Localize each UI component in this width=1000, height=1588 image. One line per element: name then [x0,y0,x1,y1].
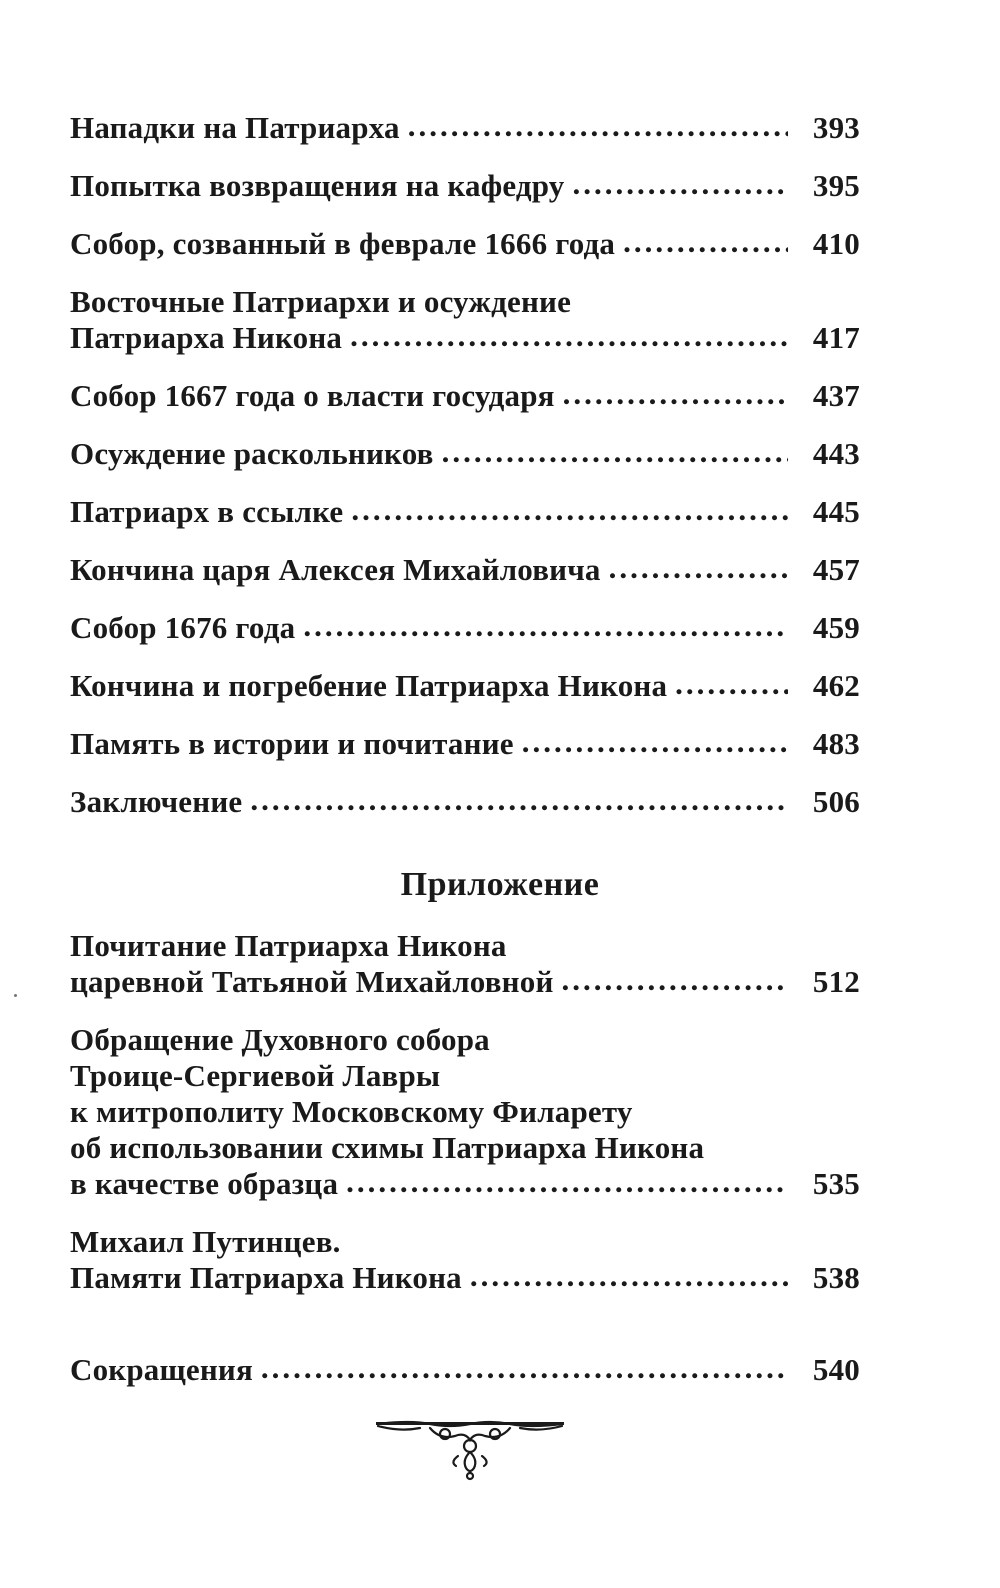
print-speck [14,994,17,997]
toc-entry-row [70,226,860,262]
toc-entry-title-line: Обращение Духовного собора [70,1022,490,1057]
toc-entry-title-line: Михаил Путинцев. [70,1224,341,1259]
toc-page-number: 538 [812,1260,860,1295]
toc-entry [70,1352,860,1388]
toc-entry-title-line: Почитание Патриарха Никона [70,928,507,963]
toc-entry-row [70,494,860,530]
toc-entry-title-line: Память в истории и почитание [70,726,514,761]
dot-leader [609,550,788,586]
toc-page-number: 540 [812,1352,860,1387]
toc-entry [70,436,860,472]
dot-leader [573,166,788,202]
toc-entry [70,552,860,588]
toc-entry-title-line: Нападки на Патриарха [70,110,400,145]
toc-entry-row [70,964,860,1000]
toc-entry-title-line: в качестве образца [70,1166,339,1201]
toc-entry-row [70,110,860,146]
toc-entry [70,726,860,762]
toc-entry-row [70,726,860,762]
toc-page-number: 417 [812,320,860,355]
toc-entry-row [70,378,860,414]
toc-entry-title-line: Собор 1676 года [70,610,296,645]
toc-entry-row [70,610,860,646]
toc-entry-title-line: Осуждение раскольников [70,436,434,471]
dot-leader [250,782,788,818]
toc-entry [70,494,860,530]
toc-entry [70,1224,860,1296]
toc-entry-title-line: Сокращения [70,1352,253,1387]
toc-entry-title-line: Патриарх в ссылке [70,494,344,529]
toc-entry-title-line: Кончина и погребение Патриарха Никона [70,668,668,703]
toc-page-number: 535 [812,1166,860,1201]
toc-entry [70,1022,860,1202]
toc-page-number: 437 [812,378,860,413]
toc-page-number: 457 [812,552,860,587]
toc-entry-row [70,668,860,704]
toc-page-number: 410 [812,226,860,261]
dot-leader [522,724,788,760]
dot-leader [675,666,788,702]
toc-page-number: 462 [812,668,860,703]
dot-leader [562,962,789,998]
toc-page-number: 445 [812,494,860,529]
toc-entry-title-line: Попытка возвращения на кафедру [70,168,565,203]
toc-entry [70,928,860,1000]
toc-entry-title-line: Собор, созванный в феврале 1666 года [70,226,616,261]
toc-entry [70,284,860,356]
dot-leader [303,608,788,644]
toc-entry [70,226,860,262]
toc-entry-row [70,1260,860,1296]
toc-entry-row [70,320,860,356]
dot-leader [350,318,788,354]
toc-page-number: 393 [812,110,860,145]
toc-page-number: 483 [812,726,860,761]
dot-leader [351,492,788,528]
toc-page-number: 395 [812,168,860,203]
toc-entry-title-line: Восточные Патриархи и осуждение [70,284,572,319]
dot-leader [442,434,788,470]
dot-leader [623,224,788,260]
toc-entry [70,168,860,204]
dot-leader [470,1258,788,1294]
toc-entry-title-line: Заключение [70,784,243,819]
toc-entry-title-line: Собор 1667 года о власти государя [70,378,555,413]
dot-leader [346,1164,788,1200]
toc-entry-row [70,436,860,472]
toc-entry [70,378,860,414]
toc-entry-row [70,1166,860,1202]
toc-page-number: 459 [812,610,860,645]
toc-entry [70,784,860,820]
toc-entry-title-line: царевной Татьяной Михайловной [70,964,554,999]
toc-entry-row [70,784,860,820]
toc-entry-row [70,168,860,204]
dot-leader [261,1350,788,1386]
toc-entry-row [70,552,860,588]
toc-entry-title-line: к митрополиту Московскому Филарету [70,1094,633,1129]
floral-ornament-icon [370,1412,570,1482]
toc-entry-title-line: Патриарха Никона [70,320,343,355]
toc-page-number: 443 [812,436,860,471]
toc-entry [70,668,860,704]
toc-entry [70,110,860,146]
toc-page-number: 512 [812,964,860,999]
dot-leader [563,376,788,412]
toc-page-number: 506 [812,784,860,819]
toc-entry [70,610,860,646]
toc-entry-title-line: Кончина царя Алексея Михайловича [70,552,601,587]
appendix-title: Приложение [400,866,600,903]
toc-entry-row [70,1352,860,1388]
toc-entry-title-line: об использовании схимы Патриарха Никона [70,1130,705,1165]
toc-entry-title-line: Троице-Сергиевой Лавры [70,1058,441,1093]
dot-leader [408,108,788,144]
toc-entry-title-line: Памяти Патриарха Никона [70,1260,462,1295]
